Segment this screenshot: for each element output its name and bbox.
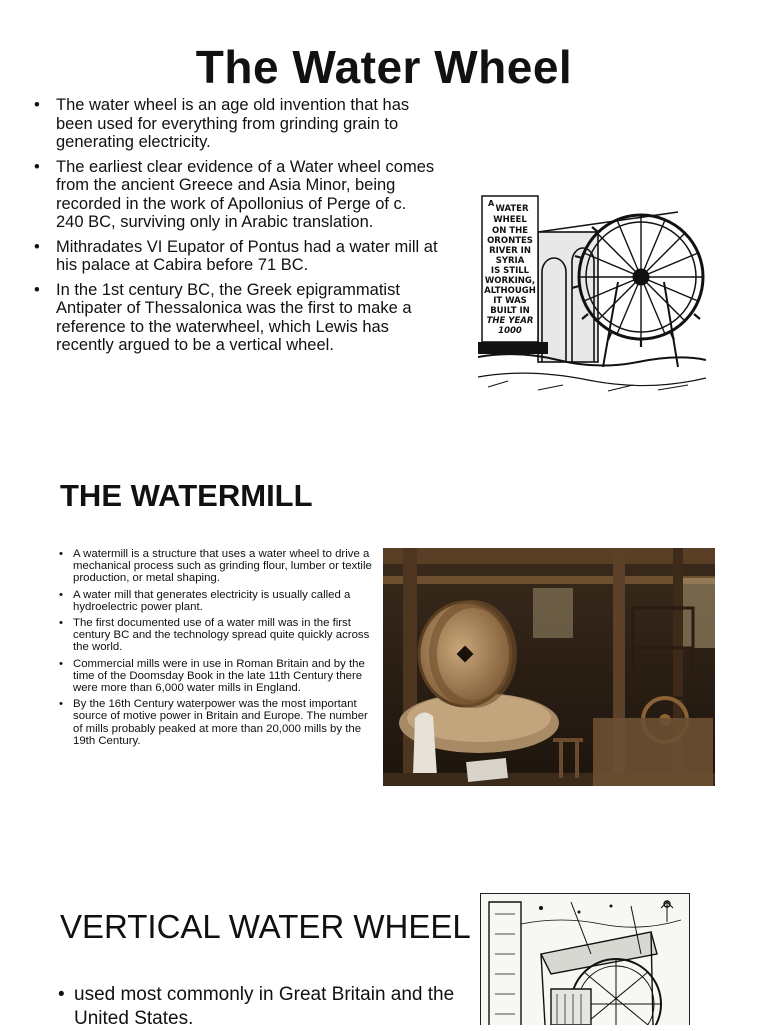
bullet-item: • The earliest clear evidence of a Water wheel comes from the ancient Greece and Asia Minor, being recorded in the work of Apollonius of Perge of c. 240 BC, surviving only in Arabic translation. <box>30 158 438 232</box>
sign-line: 1000 <box>498 326 522 336</box>
vertical-water-wheel-woodcut <box>480 893 690 1025</box>
sign-line: RIVER IN <box>489 246 531 256</box>
bullet-item: • Mithradates VI Eupator of Pontus had a water mill at his palace at Cabira before 71 BC. <box>30 238 438 275</box>
sign-line: A <box>488 199 495 208</box>
sign-line: SYRIA <box>495 256 525 266</box>
orontes-water-wheel-illustration <box>478 192 706 397</box>
sign-line: ON THE <box>491 226 529 236</box>
vertical-wheel-woodcut-drawing <box>481 894 689 1025</box>
sign-line: THE YEAR <box>486 316 534 326</box>
sign-line: WHEEL <box>493 215 527 225</box>
section-title-vertical-water-wheel: VERTICAL WATER WHEEL <box>60 908 471 945</box>
sign-line: ALTHOUGH <box>484 286 536 296</box>
watermill-interior-drawing <box>383 548 715 786</box>
sign-line: BUILT IN <box>490 306 530 316</box>
sign-line: WORKING, <box>484 276 536 286</box>
bullet-item: • A water mill that generates electricity is usually called a hydroelectric power plant. <box>58 589 372 613</box>
sign-line: ORONTES <box>487 236 533 246</box>
bullet-item: • The water wheel is an age old invention that has been used for everything from grinding grain to generating electricity. <box>30 96 438 152</box>
bullet-item: • In the 1st century BC, the Greek epigrammatist Antipater of Thessalonica was the first to make a reference to the waterwheel, which Lewis has recently argued to be a vertical wheel. <box>30 281 438 355</box>
bullet-item: • The first documented use of a water mill was in the first century BC and the technology spread quite quickly across the world. <box>58 617 372 654</box>
orontes-water-wheel-drawing <box>478 192 706 397</box>
page-title: The Water Wheel <box>195 41 573 93</box>
bullet-item: • Commercial mills were in use in Roman Britain and by the time of the Doomsday Book in the late 11th Century there were more than 6,000 water mills in England. <box>58 658 372 695</box>
sign-line: WATER <box>495 204 529 214</box>
section-title-watermill: THE WATERMILL <box>60 478 313 513</box>
bullet-item: • A watermill is a structure that uses a water wheel to drive a mechanical process such as grinding flour, lumber or textile production, or metal shaping. <box>58 548 372 585</box>
sign-line: IT WAS <box>493 296 527 306</box>
bullet-item: • By the 16th Century waterpower was the most important source of motive power in Britain and Europe. The number of mills probably peaked at more than 20,000 mills by the 19th Century. <box>58 698 372 747</box>
water-wheel-bullet-list <box>30 96 438 361</box>
sign-line: IS STILL <box>490 266 530 276</box>
bullet-item: • used most commonly in Great Britain and the United States. <box>58 983 478 1031</box>
watermill-interior-photo <box>383 548 715 786</box>
watermill-bullet-list <box>58 548 372 751</box>
